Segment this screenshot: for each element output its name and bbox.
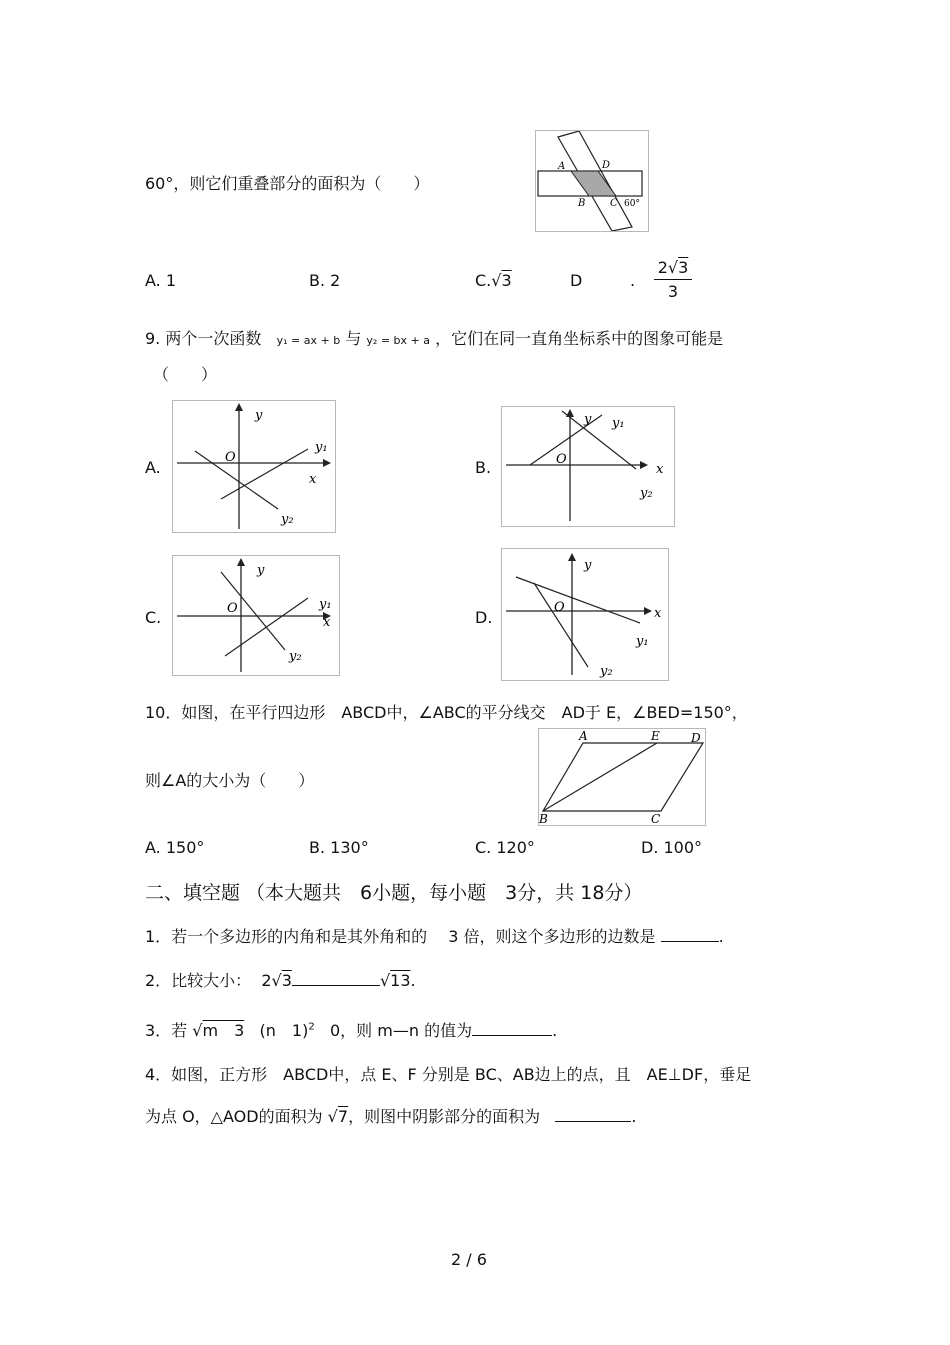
q10-label-b: B xyxy=(539,812,548,825)
q9-paren: （ ） xyxy=(153,365,218,384)
q9-graph-a xyxy=(172,400,336,533)
q8-option-d-numerator: 2√3 xyxy=(657,258,689,277)
svg-text:O: O xyxy=(554,600,565,615)
fill-q1-blank[interactable] xyxy=(661,927,719,942)
fill-q4-blank[interactable] xyxy=(555,1107,631,1122)
svg-text:y₁: y₁ xyxy=(319,597,332,612)
q9-option-c-label: C. xyxy=(145,608,162,627)
q10-label-a: A xyxy=(579,729,588,743)
svg-text:y₂: y₂ xyxy=(281,512,294,527)
q8-option-d-fraction xyxy=(654,258,692,301)
q8-overlap-figure xyxy=(535,130,649,232)
svg-text:y₁: y₁ xyxy=(315,440,328,455)
q8-label-angle: 60° xyxy=(624,199,640,209)
q8-option-d-dot: . xyxy=(630,271,636,290)
svg-text:x: x xyxy=(656,462,664,477)
q8-option-c-radicand: 3 xyxy=(501,271,512,290)
svg-text:y₁: y₁ xyxy=(612,416,625,431)
fill-q3-blank[interactable] xyxy=(472,1021,552,1036)
q9-option-a-label: A. xyxy=(145,458,161,477)
q8-label-d: D xyxy=(602,160,611,171)
q10-option-c: C. 120° xyxy=(475,838,535,857)
fill-q2: 2．比较大小： 2√3 √13. xyxy=(145,971,416,990)
q9-y1-formula: y₁ = ax + b xyxy=(276,334,341,347)
fill-q2-blank[interactable] xyxy=(292,971,380,986)
sqrt-symbol-icon: √ xyxy=(491,271,502,290)
q10-question-line1: 10．如图，在平行四边形 ABCD中，∠ABC的平分线交 AD于 E，∠BED=150°， xyxy=(145,703,748,722)
svg-text:x: x xyxy=(323,615,331,630)
fill-q1: 1．若一个多边形的内角和是其外角和的 3 倍，则这个多边形的边数是 . xyxy=(145,927,724,946)
q9-graph-d xyxy=(501,548,669,681)
q10-label-e: E xyxy=(651,729,660,743)
fill-q4-line1: 4．如图，正方形 ABCD中，点 E、F 分别是 BC、AB边上的点，且 AE⊥DF，垂足 xyxy=(145,1065,752,1084)
svg-text:x: x xyxy=(654,606,662,621)
q8-option-d-denominator: 3 xyxy=(667,282,679,301)
q10-question-line2: 则∠A的大小为（ ） xyxy=(145,771,315,790)
q10-parallelogram-figure xyxy=(538,728,706,826)
q8-label-b: B xyxy=(578,198,586,209)
svg-text:y₂: y₂ xyxy=(289,649,302,664)
q9-option-b-label: B. xyxy=(475,458,492,477)
q8-question-tail: 60°，则它们重叠部分的面积为（ ） xyxy=(145,174,430,193)
q8-option-d-prefix: D xyxy=(570,271,583,290)
q8-option-c xyxy=(475,271,512,290)
q9-option-d-label: D. xyxy=(475,608,493,627)
fill-q3: 3．若 √m 3 (n 1)$^2$ 0，则 m—n 的值为 . xyxy=(145,1021,558,1040)
fill-q4-line2: 为点 O，△AOD的面积为 √7，则图中阴影部分的面积为 . xyxy=(145,1107,637,1126)
q8-label-c: C xyxy=(610,198,618,209)
svg-text:O: O xyxy=(556,452,567,467)
svg-text:y: y xyxy=(255,408,263,423)
q10-label-c: C xyxy=(651,812,661,825)
q8-option-a: A. 1 xyxy=(145,271,177,290)
section-title-fill-in: 二、填空题 （本大题共 6小题，每小题 3分，共 18分） xyxy=(145,882,643,904)
q9-graph-c xyxy=(172,555,340,676)
svg-text:y₂: y₂ xyxy=(640,486,653,501)
q10-label-d: D xyxy=(691,731,701,745)
page-number: 2 / 6 xyxy=(451,1250,487,1269)
q8-option-b: B. 2 xyxy=(309,271,341,290)
q9-y2-formula: y₂ = bx + a xyxy=(366,334,430,347)
q8-label-a: A xyxy=(558,161,566,172)
q10-option-a: A. 150° xyxy=(145,838,205,857)
q8-option-c-prefix: C. xyxy=(475,271,492,290)
svg-text:y: y xyxy=(584,412,592,427)
svg-text:O: O xyxy=(227,601,238,616)
svg-text:y₂: y₂ xyxy=(600,664,613,679)
q9-graph-b xyxy=(501,406,675,527)
svg-text:x: x xyxy=(309,472,317,487)
svg-text:y₁: y₁ xyxy=(636,634,649,649)
svg-text:O: O xyxy=(225,450,236,465)
q10-option-b: B. 130° xyxy=(309,838,369,857)
q10-option-d: D. 100° xyxy=(641,838,703,857)
svg-text:y: y xyxy=(584,558,592,573)
svg-text:y: y xyxy=(257,563,265,578)
q9-question: 9. 两个一次函数 y₁ = ax + b 与 y₂ = bx + a ，它们在同一直角坐标系中的图象可能是 xyxy=(145,329,724,348)
